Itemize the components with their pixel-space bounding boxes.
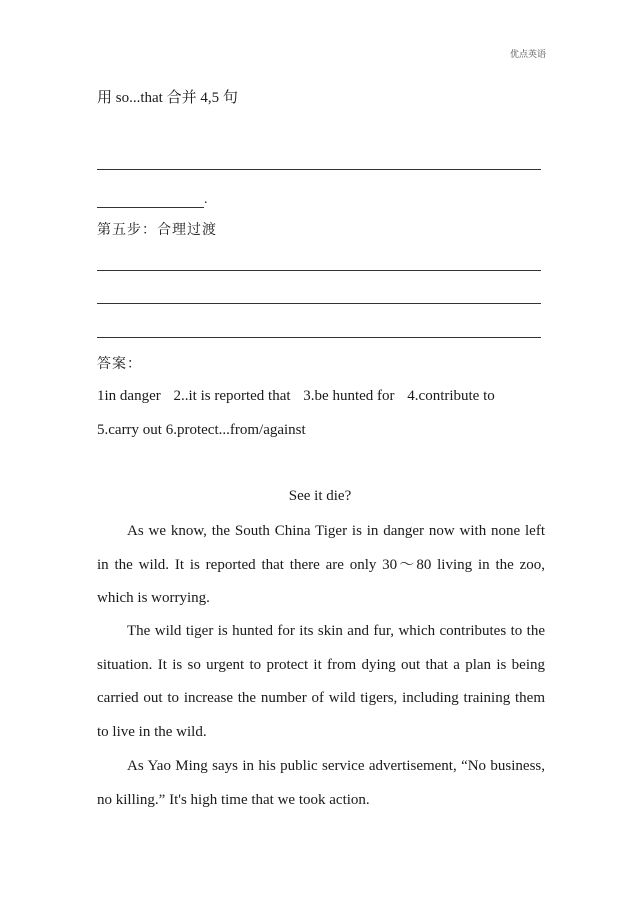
answers-line-1	[97, 388, 504, 405]
essay-line: As we know, the South China Tiger is in danger now with none left	[127, 523, 545, 539]
essay-line: to live in the wild.	[97, 723, 207, 740]
answers-heading: 答案：	[97, 356, 142, 372]
essay-line: As Yao Ming says in his public service advertisement, “No business,	[127, 758, 545, 774]
answer-item: 4.contribute to	[407, 388, 495, 404]
answer-blank-line	[97, 169, 541, 170]
essay-line: situation. It is so urgent to protect it from dying out that a plan is being	[97, 656, 545, 673]
answer-item: 2..it is reported that	[173, 388, 291, 404]
step4-instruction: 用 so...that 合并 4,5 句	[97, 90, 238, 106]
essay-paragraph-3	[97, 750, 545, 817]
answers-line-2: 5.carry out 6.protect...from/against	[97, 422, 306, 438]
answer-item: 1in danger	[97, 388, 161, 404]
answer-blank-line	[97, 303, 541, 304]
answer-blank-line	[97, 207, 204, 208]
essay-line: no killing.” It's high time that we took action.	[97, 791, 370, 808]
essay-line: in the wild. It is reported that there are only 30～80 living in the zoo,	[97, 556, 545, 573]
answer-item: 3.be hunted for	[303, 388, 395, 404]
essay-line: carried out to increase the number of wild tigers, including training them	[97, 690, 545, 706]
essay-paragraph-1	[97, 515, 545, 616]
blank-period: .	[204, 192, 208, 207]
essay-paragraph-2	[97, 615, 545, 749]
essay-line: The wild tiger is hunted for its skin and fur, which contributes to the	[127, 623, 545, 639]
step5-heading: 第五步：合理过渡	[97, 222, 217, 238]
essay-title: See it die?	[288, 488, 352, 504]
answer-blank-line	[97, 337, 541, 338]
answer-blank-line	[97, 270, 541, 271]
essay-line: which is worrying.	[97, 590, 210, 606]
header-brand: 优点英语	[509, 50, 546, 60]
answer-blank-short	[97, 192, 208, 208]
